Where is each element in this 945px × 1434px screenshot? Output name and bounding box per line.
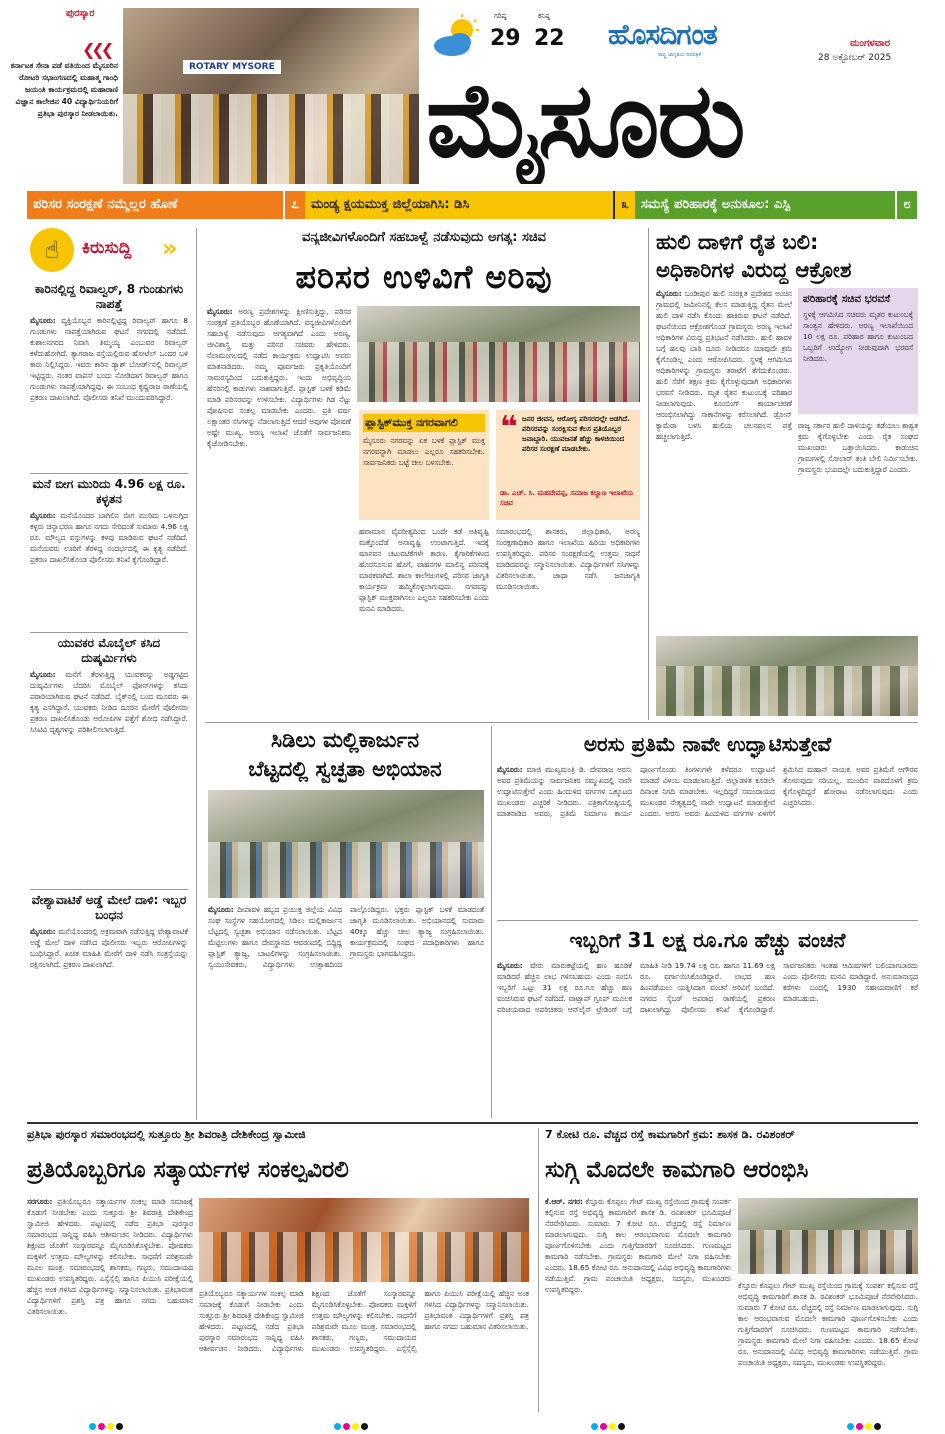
black-dot bbox=[116, 1423, 123, 1430]
quote-box bbox=[496, 410, 640, 520]
index-item[interactable]: ಪರಿಸರ ಸಂರಕ್ಷಣೆ ನಮ್ಮೆಲ್ಲರ ಹೊಣೆ ೭ bbox=[27, 191, 305, 219]
tiger-sidebox: ಪರಿಹಾರಕ್ಕೆ ಸಚಿವ ಭರವಸೆ ಸ್ಥಳಕ್ಕೆ ಆಗಮಿಸಿದ ಸಚಿವರು ಮೃತರ ಕುಟುಂಬಕ್ಕೆ ಸಾಂತ್ವನ ಹೇಳಿದರು. ಅರಣ್ಯ ಇಲಾಖೆಯಿಂದ 10 ಲಕ್ಷ ರೂ. ಪರಿಹಾರ ಹಾಗೂ ಕುಟುಂಬದ ಒಬ್ಬರಿಗೆ ಉದ್ಯೋಗ ನೀಡುವುದಾಗಿ ಭರವಸೆ ನೀಡಿದರು. bbox=[798, 288, 918, 414]
photo-banner: ROTARY MYSORE bbox=[183, 60, 281, 74]
tiger-body: ಮೈಸೂರು: ಬಂಡೀಪುರ ಹುಲಿ ಸಂರಕ್ಷಿತ ಪ್ರದೇಶದ ಅಂಚಿನ ಗ್ರಾಮದಲ್ಲಿ ಜಮೀನಿನಲ್ಲಿ ಕೆಲಸ ಮಾಡುತ್ತಿದ್ದ ರೈತನ ಮೇಲೆ ಹುಲಿ ದಾಳಿ ನಡೆಸಿ ಕೊಂದು ಹಾಕಿರುವ ಘಟನೆ ನಡೆದಿದೆ. ಘಟನೆಯಿಂದ ಆಕ್ರೋಶಗೊಂಡ ಗ್ರಾಮಸ್ಥರು ಅರಣ್ಯ ಇಲಾಖೆ ಅಧಿಕಾರಿಗಳ ವಿರುದ್ಧ ಪ್ರತಿಭಟನೆ ನಡೆಸಿದರು. ಹುಲಿ ಹಾವಳಿ ಬಗ್ಗೆ ಹಲವು ಬಾರಿ ದೂರು ನೀಡಿದರೂ ಯಾವುದೇ ಕ್ರಮ ಕೈಗೊಂಡಿಲ್ಲ ಎಂದು ಆರೋಪಿಸಿದರು. ಸ್ಥಳಕ್ಕೆ ಆಗಮಿಸಿದ ಅಧಿಕಾರಿಗಳನ್ನು ಗ್ರಾಮಸ್ಥರು ತರಾಟೆಗೆ ತೆಗೆದುಕೊಂಡರು. ಹುಲಿ ಸೆರೆಗೆ ತಕ್ಷಣ ಕ್ರಮ ಕೈಗೊಳ್ಳುವುದಾಗಿ ಅಧಿಕಾರಿಗಳು ಭರವಸೆ ನೀಡಿದರು. ಮೃತ ರೈತನ ಕುಟುಂಬಕ್ಕೆ ಪರಿಹಾರ ನೀಡಲಾಗುವುದು. ಕೂಂಬಿಂಗ್ ಕಾರ್ಯಾಚರಣೆ ಆರಂಭಿಸಲಾಗಿದ್ದು ಸಾಕಾನೆಗಳನ್ನು ಕರೆಸಲಾಗಿದೆ. ಡ್ರೋನ್ ಕ್ಯಾಮೆರಾ ಬಳಸಿ ಹುಲಿಯ ಚಲನವಲನ ಪತ್ತೆ ಹಚ್ಚಲಾಗುತ್ತಿದೆ. bbox=[656, 289, 792, 441]
lead-kicker: ವನ್ಯಜೀವಿಗಳೊಂದಿಗೆ ಸಹಬಾಳ್ವೆ ನಡೆಸುವುದು ಅಗತ್ಯ: ಸಚಿವ bbox=[302, 230, 546, 245]
index-page: ೩ bbox=[613, 191, 635, 219]
black-dot bbox=[361, 1423, 368, 1430]
chevrons-icon: ❮❮❮ bbox=[82, 40, 111, 59]
min-temp: 22 bbox=[534, 26, 565, 51]
brief-headline: ಯುವಕರ ಮೊಬೈಲ್ ಕಸಿದ ದುಷ್ಕರ್ಮಿಗಳು bbox=[57, 636, 161, 665]
award-caption: ಕರ್ನಾಟಕ ಸೇನಾ ಪಡೆ ವತಿಯಿಂದ ಮೈಸೂರಿನ ರೋಟರಿ ಸಭಾಂಗಣದಲ್ಲಿ ಮಹಾತ್ಮ ಗಾಂಧಿ ಜಯಂತಿ ಕಾರ್ಯಕ್ರಮದಲ್ಲಿ ಮಹಾರಾಣಿ ವಿಜ್ಞಾನ ಕಾಲೇಜಿನ 40 ವಿದ್ಯಾರ್ಥಿನಿಯರಿಗೆ ಪ್ರತಿಭಾ ಪುರಸ್ಕಾರ ನೀಡಲಾಯಿತು. bbox=[10, 61, 118, 118]
issue-date: 28 ಅಕ್ಟೋಬರ್ 2025 bbox=[818, 53, 892, 63]
lead-body-col3: ಸಮಾರಂಭದಲ್ಲಿ ಶಾಸಕರು, ಜಿಲ್ಲಾಧಿಕಾರಿ, ಅರಣ್ಯ ಸಂರಕ್ಷಣಾಧಿಕಾರಿ ಹಾಗೂ ಇಲಾಖೆಯ ಹಿರಿಯ ಅಧಿಕಾರಿಗಳು ಉಪಸ್ಥಿತರಿದ್ದರು. ಪರಿಸರ ಸಂರಕ್ಷಣೆಯಲ್ಲಿ ಉತ್ತಮ ಸಾಧನೆ ಮಾಡಿದವರನ್ನು ಸನ್ಮಾನಿಸಲಾಯಿತು. ವಿದ್ಯಾರ್ಥಿಗಳಿಗೆ ಸಸಿಗಳನ್ನು ವಿತರಿಸಲಾಯಿತು. ಜಾಥಾ ನಡೆಸಿ ಜನಜಾಗೃತಿ ಮೂಡಿಸಲಾಯಿತು. bbox=[496, 527, 640, 591]
index-page: ೭ bbox=[283, 191, 305, 219]
magenta-dot bbox=[343, 1423, 350, 1430]
fraud-headline: ಇಬ್ಬರಿಗೆ 31 ಲಕ್ಷ ರೂ.ಗೂ ಹೆಚ್ಚು ವಂಚನೆ bbox=[569, 928, 846, 952]
award-tag: ಪುರಸ್ಕಾರ bbox=[66, 8, 95, 19]
tiger-headline-1: ಹುಲಿ ದಾಳಿಗೆ ರೈತ ಬಲಿ: bbox=[656, 230, 819, 254]
max-temp-label: ಗರಿಷ್ಠ bbox=[494, 12, 507, 20]
yellow-dot bbox=[352, 1423, 359, 1430]
fraud-body: ಮೈಸೂರು: ಷೇರು ಮಾರುಕಟ್ಟೆಯಲ್ಲಿ ಹಣ ಹೂಡಿಕೆ ಮಾಡಿದರೆ ಹೆಚ್ಚಿನ ಲಾಭ ಗಳಿಸಬಹುದು ಎಂದು ನಂಬಿಸಿ ಇಬ್ಬರಿಗೆ ಒಟ್ಟು 31 ಲಕ್ಷ ರೂ.ಗೂ ಹೆಚ್ಚು ಹಣ ವಂಚಿಸಿರುವ ಘಟನೆ ನಡೆದಿದೆ. ವಾಟ್ಸಾಪ್ ಗ್ರೂಪ್ ಮೂಲಕ ಪರಿಚಯವಾದ ಅಪರಿಚಿತರು ಆನ್‌ಲೈನ್ ಟ್ರೇಡಿಂಗ್ ಬಗ್ಗೆ ಮಾಹಿತಿ ನೀಡಿ 19.74 ಲಕ್ಷ ರೂ. ಹಾಗೂ 11.69 ಲಕ್ಷ ರೂ. ವರ್ಗಾಯಿಸಿಕೊಂಡಿದ್ದಾರೆ. ಲಾಭದ ಹಣ ಹಿಂಪಡೆಯಲು ಯತ್ನಿಸಿದಾಗ ವಂಚನೆ ಅರಿವಿಗೆ ಬಂದಿದೆ. ನಗರದ ಸೈಬರ್ ಅಪರಾಧ ಠಾಣೆಯಲ್ಲಿ ಪ್ರಕರಣ ದಾಖಲಾಗಿದ್ದು ಪೊಲೀಸರು ತನಿಖೆ ಕೈಗೊಂಡಿದ್ದಾರೆ. ಸಾರ್ವಜನಿಕರು ಇಂತಹ ಆಮಿಷಗಳಿಗೆ ಬಲಿಯಾಗಬಾರದು ಎಂದು ಪೊಲೀಸರು ಮನವಿ ಮಾಡಿದ್ದಾರೆ. ಅನುಮಾನಾಸ್ಪದ ಕರೆಗಳು ಬಂದಲ್ಲಿ 1930 ಸಹಾಯವಾಣಿಗೆ ಕರೆ ಮಾಡಬಹುದು. bbox=[497, 961, 918, 1014]
lead-photo bbox=[357, 306, 640, 402]
black-dot bbox=[874, 1423, 881, 1430]
tiger-sidebox-title: ಪರಿಹಾರಕ್ಕೆ ಸಚಿವ ಭರವಸೆ bbox=[803, 293, 891, 305]
suttur-body-col2: ಪ್ರತಿಯೊಬ್ಬರೂ ಸತ್ಕಾರ್ಯಗಳ ಸಂಕಲ್ಪ ಮಾಡಿ ಸಮಾಜಕ್ಕೆ ಕೊಡುಗೆ ನೀಡಬೇಕು ಎಂದು ಸುತ್ತೂರು ಶ್ರೀ ಶಿವರಾತ್ರಿ ದೇಶಿಕೇಂದ್ರ ಸ್ವಾಮೀಜಿ ಹೇಳಿದರು. ಪಟ್ಟಣದಲ್ಲಿ ನಡೆದ ಪ್ರತಿಭಾ ಪುರಸ್ಕಾರ ಸಮಾರಂಭದ ಸಾನ್ನಿಧ್ಯ ವಹಿಸಿ ಆಶೀರ್ವಚನ ನೀಡಿದರು. ವಿದ್ಯಾರ್ಥಿಗಳು ಶಿಕ್ಷಣದ ಜೊತೆಗೆ ಸಂಸ್ಕಾರವನ್ನೂ ಮೈಗೂಡಿಸಿಕೊಳ್ಳಬೇಕು. ಪೋಷಕರು ಮಕ್ಕಳಿಗೆ ಉತ್ತಮ ಮೌಲ್ಯಗಳನ್ನು ಕಲಿಸಬೇಕು. ಸಾಧನೆಗೆ ಪರಿಶ್ರಮವೇ ಮೂಲ ಮಂತ್ರ. ಸಮಾರಂಭದಲ್ಲಿ ಶಾಸಕರು, ಗಣ್ಯರು, ಸಮುದಾಯದ ಮುಖಂಡರು ಉಪಸ್ಥಿತರಿದ್ದರು. ಎಸ್ಸೆಸ್ಸೆಲ್ಸಿ ಹಾಗೂ ಪಿಯುಸಿ ಪರೀಕ್ಷೆಯಲ್ಲಿ ಹೆಚ್ಚಿನ ಅಂಕ ಗಳಿಸಿದ ವಿದ್ಯಾರ್ಥಿಗಳನ್ನು ಸನ್ಮಾನಿಸಲಾಯಿತು. ಪ್ರತಿಭಾವಂತ ವಿದ್ಯಾರ್ಥಿಗಳಿಗೆ ಪ್ರಶಸ್ತಿ ಪತ್ರ ಹಾಗೂ ನಗದು ಬಹುಮಾನ ವಿತರಿಸಲಾಯಿತು. bbox=[199, 1289, 529, 1353]
brief-item: ಯುವಕರ ಮೊಬೈಲ್ ಕಸಿದ ದುಷ್ಕರ್ಮಿಗಳು ಮೈಸೂರು: ಮನೆಗೆ ತೆರಳುತ್ತಿದ್ದ ಯುವಕರನ್ನು ಅಡ್ಡಗಟ್ಟಿದ ದುಷ್ಕರ್ಮಿಗಳು ಬೆದರಿಸಿ ಮೊಬೈಲ್ ಫೋನ್‌ಗಳನ್ನು ಕಸಿದು ಪರಾರಿಯಾಗಿರುವ ಘಟನೆ ನಡೆದಿದೆ. ಬೈಕ್‌ನಲ್ಲಿ ಬಂದ ಮೂವರು ಈ ಕೃತ್ಯ ಎಸಗಿದ್ದಾರೆ. ಯುವಕರು ನೀಡಿದ ದೂರಿನ ಮೇರೆಗೆ ಪೊಲೀಸರು ಪ್ರಕರಣ ದಾಖಲಿಸಿಕೊಂಡು ಆರೋಪಿಗಳ ಪತ್ತೆಗೆ ಶೋಧ ನಡೆಸಿದ್ದಾರೆ. ಸಿಸಿಟಿವಿ ದೃಶ್ಯಗಳನ್ನು ಪರಿಶೀಲಿಸಲಾಗುತ್ತಿದೆ. bbox=[30, 636, 188, 734]
tiger-headline-2: ಅಧಿಕಾರಿಗಳ ವಿರುದ್ಧ ಆಕ್ರೋಶ bbox=[656, 258, 852, 282]
lead-body-col2: ಹವಾಮಾನ ವೈಪರೀತ್ಯದಿಂದ ಒಂದೇ ಕಡೆ ಅತಿವೃಷ್ಟಿ ಮತ್ತೊಂದೆಡೆ ಅನಾವೃಷ್ಟಿ ಉಂಟಾಗುತ್ತಿದೆ. ಇದಕ್ಕೆ ಮಾನವನ ಚಟುವಟಿಕೆಗಳೇ ಕಾರಣ. ಕೈಗಾರಿಕೆಗಳಿಂದ ಹೊರಸೂಸುವ ಹೊಗೆ, ವಾಹನಗಳ ಮಾಲಿನ್ಯ ಪರಿಸರಕ್ಕೆ ಮಾರಕವಾಗಿದೆ. ಶಾಲಾ ಕಾಲೇಜುಗಳಲ್ಲಿ ಪರಿಸರ ಜಾಗೃತಿ ಕಾರ್ಯಕ್ರಮ ಹಮ್ಮಿಕೊಳ್ಳಲಾಗುವುದು. ನಗರವನ್ನು ಪ್ಲಾಸ್ಟಿಕ್ ಮುಕ್ತವಾಗಿಸಲು ಎಲ್ಲರೂ ಸಹಕರಿಸಬೇಕು ಎಂದು ಮನವಿ ಮಾಡಿದರು. bbox=[359, 527, 489, 613]
suttur-kicker: ಪ್ರತಿಭಾ ಪುರಸ್ಕಾರ ಸಮಾರಂಭದಲ್ಲಿ ಸುತ್ತೂರು ಶ್ರೀ ಶಿವರಾತ್ರಿ ದೇಶಿಕೇಂದ್ರ ಸ್ವಾಮೀಜಿ bbox=[27, 1128, 306, 1141]
index-item[interactable]: ಸಮಸ್ಯೆ ಪರಿಹಾರಕ್ಕೆ ಅನುಕೂಲ: ಎಸ್ಪಿ ೮ bbox=[635, 191, 917, 219]
suttur-body-col1: ಸರಗೂರು: ಪ್ರತಿಯೊಬ್ಬರೂ ಸತ್ಕಾರ್ಯಗಳ ಸಂಕಲ್ಪ ಮಾಡಿ ಸಮಾಜಕ್ಕೆ ಕೊಡುಗೆ ನೀಡಬೇಕು ಎಂದು ಸುತ್ತೂರು ಶ್ರೀ ಶಿವರಾತ್ರಿ ದೇಶಿಕೇಂದ್ರ ಸ್ವಾಮೀಜಿ ಹೇಳಿದರು. ಪಟ್ಟಣದಲ್ಲಿ ನಡೆದ ಪ್ರತಿಭಾ ಪುರಸ್ಕಾರ ಸಮಾರಂಭದ ಸಾನ್ನಿಧ್ಯ ವಹಿಸಿ ಆಶೀರ್ವಚನ ನೀಡಿದರು. ವಿದ್ಯಾರ್ಥಿಗಳು ಶಿಕ್ಷಣದ ಜೊತೆಗೆ ಸಂಸ್ಕಾರವನ್ನೂ ಮೈಗೂಡಿಸಿಕೊಳ್ಳಬೇಕು. ಪೋಷಕರು ಮಕ್ಕಳಿಗೆ ಉತ್ತಮ ಮೌಲ್ಯಗಳನ್ನು ಕಲಿಸಬೇಕು. ಸಾಧನೆಗೆ ಪರಿಶ್ರಮವೇ ಮೂಲ ಮಂತ್ರ. ಸಮಾರಂಭದಲ್ಲಿ ಶಾಸಕರು, ಗಣ್ಯರು, ಸಮುದಾಯದ ಮುಖಂಡರು ಉಪಸ್ಥಿತರಿದ್ದರು. ಎಸ್ಸೆಸ್ಸೆಲ್ಸಿ ಹಾಗೂ ಪಿಯುಸಿ ಪರೀಕ್ಷೆಯಲ್ಲಿ ಹೆಚ್ಚಿನ ಅಂಕ ಗಳಿಸಿದ ವಿದ್ಯಾರ್ಥಿಗಳನ್ನು ಸನ್ಮಾನಿಸಲಾಯಿತು. ಪ್ರತಿಭಾವಂತ ವಿದ್ಯಾರ್ಥಿಗಳಿಗೆ ಪ್ರಶಸ್ತಿ ಪತ್ರ ಹಾಗೂ ನಗದು ಬಹುಮಾನ ವಿತರಿಸಲಾಯಿತು. bbox=[27, 1197, 193, 1316]
yellow-dot bbox=[107, 1423, 114, 1430]
kiru-column bbox=[30, 282, 188, 1122]
road-body-col2: ಕೆಸ್ತೂರು ಕೊಪ್ಪಲು ಗೇಟ್ ಮುಖ್ಯ ರಸ್ತೆಯಿಂದ ಗ್ರಾಮಕ್ಕೆ ಸಂಪರ್ಕ ಕಲ್ಪಿಸುವ ರಸ್ತೆ ಅಭಿವೃದ್ಧಿ ಕಾಮಗಾರಿಗೆ ಶಾಸಕ ಡಿ. ರವಿಶಂಕರ್ ಭೂಮಿಪೂಜೆ ನೆರವೇರಿಸಿದರು. ಸುಮಾರು 7 ಕೋಟಿ ರೂ. ವೆಚ್ಚದಲ್ಲಿ ರಸ್ತೆ ನಿರ್ಮಾಣ ಮಾಡಲಾಗುವುದು. ಸುಗ್ಗಿ ಕಾಲ ಆರಂಭವಾಗುವ ಮೊದಲೇ ಕಾಮಗಾರಿ ಪೂರ್ಣಗೊಳಿಸಬೇಕು ಎಂದು ಗುತ್ತಿಗೆದಾರರಿಗೆ ಸೂಚಿಸಿದರು. ಗುಣಮಟ್ಟದ ಕಾಮಗಾರಿ ನಡೆಸಬೇಕು. ಗ್ರಾಮಸ್ಥರು ಕಾಮಗಾರಿ ಮೇಲೆ ನಿಗಾ ವಹಿಸಬೇಕು ಎಂದರು. 18.65 ಕೋಟಿ ರೂ. ಅನುದಾನದಲ್ಲಿ ವಿವಿಧ ಅಭಿವೃದ್ಧಿ ಕಾಮಗಾರಿಗಳು ನಡೆಯುತ್ತಿವೆ. ಗ್ರಾಮ ಪಂಚಾಯಿತಿ ಅಧ್ಯಕ್ಷರು, ಸದಸ್ಯರು, ಮುಖಂಡರು ಉಪಸ್ಥಿತರಿದ್ದರು. bbox=[738, 1281, 918, 1367]
hill-headline-2: ಬೆಟ್ಟದಲ್ಲಿ ಸ್ವಚ್ಛತಾ ಅಭಿಯಾನ bbox=[248, 757, 442, 781]
award-sidebar bbox=[0, 0, 123, 186]
cloud-sun-icon bbox=[432, 14, 480, 60]
yellow-dot bbox=[865, 1423, 872, 1430]
black-dot bbox=[618, 1423, 625, 1430]
quote-author: ಡಾ. ಎಚ್. ಸಿ. ಮಹದೇವಪ್ಪ, ಸಮಾಜ ಕಲ್ಯಾಣ ಇಲಾಖೆಯ ಸಚಿವ bbox=[500, 489, 634, 507]
tiger-body-2: ರಾಜ್ಯ ಸರ್ಕಾರ ಹುಲಿ ದಾಳಿಯನ್ನು ತಡೆಯಲು ಶಾಶ್ವತ ಕ್ರಮ ಕೈಗೊಳ್ಳಬೇಕು ಎಂದು ರೈತ ಸಂಘದ ಮುಖಂಡರು ಒತ್ತಾಯಿಸಿದರು. ಕಾಡಂಚಿನ ಗ್ರಾಮಗಳಲ್ಲಿ ಸೋಲಾರ್ ತಂತಿ ಬೇಲಿ ನಿರ್ಮಿಸಬೇಕು. ಗ್ರಾಮಸ್ಥರು ಭಯದಲ್ಲೇ ಬದುಕುತ್ತಿದ್ದಾರೆ ಎಂದರು. bbox=[798, 421, 918, 474]
city-edition-title: ಮೈಸೂರು bbox=[426, 59, 744, 181]
magenta-dot bbox=[856, 1423, 863, 1430]
brief-item: ಕಾರಿನಲ್ಲಿದ್ದ ರಿವಾಲ್ವರ್, 8 ಗುಂಡುಗಳು ನಾಪತ್ತೆ ಮೈಸೂರು: ವ್ಯಕ್ತಿಯೊಬ್ಬರ ಕಾರಿನಲ್ಲಿಟ್ಟಿದ್ದ ರಿವಾಲ್ವರ್ ಹಾಗೂ 8 ಗುಂಡುಗಳು ನಾಪತ್ತೆಯಾಗಿರುವ ಘಟನೆ ನಗರದಲ್ಲಿ ನಡೆದಿದೆ. ಕುಶಾಲನಗರದ ನಿವಾಸಿ ತಿಮ್ಮಯ್ಯ ಎಂಬುವರ ರಿವಾಲ್ವರ್ ಕಳೆದುಹೋಗಿದೆ. ತ್ಯಾಗರಾಜ ರಸ್ತೆಯಲ್ಲಿರುವ ಹೋಟೆಲ್ ಒಂದರ ಬಳಿ ಕಾರು ನಿಲ್ಲಿಸಿದ್ದರು. ಇವರು ಕಾರಿನ ಡ್ಯಾಶ್ ಬೋರ್ಡ್‌ನಲ್ಲಿ ರಿವಾಲ್ವರ್ ಇಟ್ಟಿದ್ದರು. ನಂತರ ವಾಪಸ್ ಬಂದು ನೋಡಿದಾಗ ರಿವಾಲ್ವರ್ ಹಾಗೂ ಗುಂಡುಗಳು ನಾಪತ್ತೆಯಾಗಿದ್ದವು. ಈ ಸಂಬಂಧ ಕೃಷ್ಣರಾಜ ಠಾಣೆಯಲ್ಲಿ ಪ್ರಕರಣ ದಾಖಲಾಗಿದೆ. ಪೊಲೀಸರು ತನಿಖೆ ಮುಂದುವರಿಸಿದ್ದಾರೆ. bbox=[30, 282, 188, 402]
index-page: ೮ bbox=[895, 191, 917, 219]
chevron-right-icon: » bbox=[162, 234, 178, 262]
plastic-box-title: ಪ್ಲಾಸ್ಟಿಕ್‌ಮುಕ್ತ ನಗರವಾಗಲಿ bbox=[363, 414, 485, 432]
road-body-col1: ಕೆ.ಆರ್. ನಗರ: ಕೆಸ್ತೂರು ಕೊಪ್ಪಲು ಗೇಟ್ ಮುಖ್ಯ ರಸ್ತೆಯಿಂದ ಗ್ರಾಮಕ್ಕೆ ಸಂಪರ್ಕ ಕಲ್ಪಿಸುವ ರಸ್ತೆ ಅಭಿವೃದ್ಧಿ ಕಾಮಗಾರಿಗೆ ಶಾಸಕ ಡಿ. ರವಿಶಂಕರ್ ಭೂಮಿಪೂಜೆ ನೆರವೇರಿಸಿದರು. ಸುಮಾರು 7 ಕೋಟಿ ರೂ. ವೆಚ್ಚದಲ್ಲಿ ರಸ್ತೆ ನಿರ್ಮಾಣ ಮಾಡಲಾಗುವುದು. ಸುಗ್ಗಿ ಕಾಲ ಆರಂಭವಾಗುವ ಮೊದಲೇ ಕಾಮಗಾರಿ ಪೂರ್ಣಗೊಳಿಸಬೇಕು ಎಂದು ಗುತ್ತಿಗೆದಾರರಿಗೆ ಸೂಚಿಸಿದರು. ಗುಣಮಟ್ಟದ ಕಾಮಗಾರಿ ನಡೆಸಬೇಕು. ಗ್ರಾಮಸ್ಥರು ಕಾಮಗಾರಿ ಮೇಲೆ ನಿಗಾ ವಹಿಸಬೇಕು ಎಂದರು. 18.65 ಕೋಟಿ ರೂ. ಅನುದಾನದಲ್ಲಿ ವಿವಿಧ ಅಭಿವೃದ್ಧಿ ಕಾಮಗಾರಿಗಳು ನಡೆಯುತ್ತಿವೆ. ಗ್ರಾಮ ಪಂಚಾಯಿತಿ ಅಧ್ಯಕ್ಷರು, ಸದಸ್ಯರು, ಮುಖಂಡರು ಉಪಸ್ಥಿತರಿದ್ದರು. bbox=[545, 1197, 731, 1294]
road-photo bbox=[738, 1198, 918, 1274]
hill-body: ಮೈಸೂರು: ದೀಪಾವಳಿ ಹಬ್ಬದ ಪ್ರಯುಕ್ತ ಜಿಲ್ಲೆಯ ವಿವಿಧ ಸಂಘ ಸಂಸ್ಥೆಗಳ ಸಹಯೋಗದಲ್ಲಿ ಸಿಡಿಲು ಮಲ್ಲಿಕಾರ್ಜುನ ಬೆಟ್ಟದಲ್ಲಿ ಸ್ವಚ್ಛತಾ ಅಭಿಯಾನ ನಡೆಸಲಾಯಿತು. ಬೆಟ್ಟದ ಮೆಟ್ಟಿಲುಗಳು ಹಾಗೂ ದೇವಸ್ಥಾನದ ಆವರಣದಲ್ಲಿ ಬಿದ್ದಿದ್ದ ಪ್ಲಾಸ್ಟಿಕ್ ತ್ಯಾಜ್ಯ, ಬಾಟಲಿಗಳನ್ನು ಸಂಗ್ರಹಿಸಲಾಯಿತು. ಸ್ವಯಂಸೇವಕರು, ವಿದ್ಯಾರ್ಥಿಗಳು ಉತ್ಸಾಹದಿಂದ ಪಾಲ್ಗೊಂಡಿದ್ದರು. ಭಕ್ತರು ಪ್ಲಾಸ್ಟಿಕ್ ಬಳಕೆ ಮಾಡದಂತೆ ಜಾಗೃತಿ ಮೂಡಿಸಲಾಯಿತು. ಅಭಿಯಾನದಲ್ಲಿ ಸುಮಾರು 40ಕ್ಕೂ ಹೆಚ್ಚು ಚೀಲ ತ್ಯಾಜ್ಯ ಸಂಗ್ರಹಿಸಲಾಯಿತು. ಕಾರ್ಯಕ್ರಮದಲ್ಲಿ ಸಂಘದ ಪದಾಧಿಕಾರಿಗಳು ಹಾಗೂ ಗ್ರಾಮಸ್ಥರು ಭಾಗವಹಿಸಿದ್ದರು. bbox=[208, 905, 484, 969]
min-temp-label: ಕನಿಷ್ಠ bbox=[538, 12, 550, 20]
hand-icon: ☝ bbox=[30, 228, 74, 272]
brief-item: ವೇಶ್ಯಾವಾಟಿಕೆ ಅಡ್ಡೆ ಮೇಲೆ ದಾಳಿ: ಇಬ್ಬರ ಬಂಧನ ಮೈಸೂರು: ಮನೆಯೊಂದರಲ್ಲಿ ಅಕ್ರಮವಾಗಿ ನಡೆಸುತ್ತಿದ್ದ ವೇಶ್ಯಾವಾಟಿಕೆ ಅಡ್ಡೆ ಮೇಲೆ ದಾಳಿ ನಡೆಸಿದ ಪೊಲೀಸರು ಇಬ್ಬರು ಆರೋಪಿಗಳನ್ನು ಬಂಧಿಸಿದ್ದಾರೆ. ಖಚಿತ ಮಾಹಿತಿ ಮೇರೆಗೆ ದಾಳಿ ನಡೆಸಿ ಸಂತ್ರಸ್ತೆಯನ್ನು ರಕ್ಷಿಸಲಾಗಿದೆ. ಪ್ರಕರಣ ದಾಖಲಾಗಿದೆ. bbox=[30, 893, 188, 969]
paper-tagline: ರಾಷ್ಟ್ರ ಜಾಗೃತಿಯ ದಿನಪತ್ರಿಕೆ bbox=[658, 52, 701, 58]
brief-headline: ವೇಶ್ಯಾವಾಟಿಕೆ ಅಡ್ಡೆ ಮೇಲೆ ದಾಳಿ: ಇಬ್ಬರ ಬಂಧನ bbox=[31, 893, 187, 922]
weekday: ಮಂಗಳವಾರ bbox=[850, 38, 891, 49]
brief-headline: ಕಾರಿನಲ್ಲಿದ್ದ ರಿವಾಲ್ವರ್, 8 ಗುಂಡುಗಳು ನಾಪತ್ತೆ bbox=[34, 282, 184, 311]
brief-item: ಮನೆ ಬೀಗ ಮುರಿದು 4.96 ಲಕ್ಷ ರೂ. ಕಳ್ಳತನ ಮೈಸೂರು: ಮನೆಯೊಂದರ ಬಾಗಿಲಿನ ಬೀಗ ಮುರಿದು ಒಳನುಗ್ಗಿದ ಕಳ್ಳರು ಚಿನ್ನಾಭರಣ ಹಾಗೂ ನಗದು ಸೇರಿದಂತೆ ಸುಮಾರು 4.96 ಲಕ್ಷ ರೂ. ಮೌಲ್ಯದ ವಸ್ತುಗಳನ್ನು ಕಳವು ಮಾಡಿರುವ ಘಟನೆ ನಡೆದಿದೆ. ಮನೆಯವರು ಊರಿಗೆ ತೆರಳಿದ್ದ ಸಂದರ್ಭದಲ್ಲಿ ಈ ಕೃತ್ಯ ನಡೆದಿದೆ. ಪ್ರಕರಣ ದಾಖಲಿಸಿಕೊಂಡ ಪೊಲೀಸರು ತನಿಖೆ ಕೈಗೊಂಡಿದ್ದಾರೆ. bbox=[30, 477, 188, 564]
suttur-photo bbox=[199, 1198, 529, 1282]
cyan-dot bbox=[847, 1423, 854, 1430]
max-temp: 29 bbox=[490, 26, 521, 51]
road-headline: ಸುಗ್ಗಿ ಮೊದಲೇ ಕಾಮಗಾರಿ ಆರಂಭಿಸಿ bbox=[545, 1157, 809, 1183]
index-item[interactable]: ಮಂಡ್ಯ ಕ್ಷಯಮುಕ್ತ ಜಿಲ್ಲೆಯಾಗಿಸಿ: ಡಿಸಿ ೩ bbox=[305, 191, 635, 219]
tiger-photo bbox=[656, 636, 918, 716]
lead-headline: ಪರಿಸರ ಉಳಿವಿಗೆ ಅರಿವು bbox=[295, 258, 553, 296]
magenta-dot bbox=[600, 1423, 607, 1430]
cyan-dot bbox=[89, 1423, 96, 1430]
cyan-dot bbox=[591, 1423, 598, 1430]
magenta-dot bbox=[98, 1423, 105, 1430]
kiru-header bbox=[30, 228, 190, 272]
road-kicker: 7 ಕೋಟಿ ರೂ. ವೆಚ್ಚದ ರಸ್ತೆ ಕಾಮಗಾರಿಗೆ ಕ್ರಮ: ಶಾಸಕ ಡಿ. ರವಿಶಂಕರ್ bbox=[545, 1128, 795, 1141]
paper-name: ಹೊಸದಿಗಂತ bbox=[608, 18, 717, 51]
brief-headline: ಮನೆ ಬೀಗ ಮುರಿದು 4.96 ಲಕ್ಷ ರೂ. ಕಳ್ಳತನ bbox=[32, 477, 186, 506]
kiru-title: ಕಿರುಸುದ್ದಿ bbox=[82, 238, 132, 258]
arasu-headline: ಅರಸು ಪ್ರತಿಮೆ ನಾವೇ ಉದ್ಘಾಟಿಸುತ್ತೇವೆ bbox=[583, 732, 832, 756]
lead-body-col1: ಮೈಸೂರು: ಅರಣ್ಯ ಪ್ರದೇಶಗಳನ್ನು ಕ್ಷೀಣಿಸುತ್ತಿದ್ದು, ಪರಿಸರ ಸಂರಕ್ಷಣೆ ಪ್ರತಿಯೊಬ್ಬರ ಹೊಣೆಯಾಗಿದೆ. ವನ್ಯಜೀವಿಗಳೊಂದಿಗೆ ಸಹಬಾಳ್ವೆ ನಡೆಸುವುದು ಅಗತ್ಯವಾಗಿದೆ ಎಂದು ಅರಣ್ಯ, ಜೀವಿಶಾಸ್ತ್ರ ಮತ್ತು ಪರಿಸರ ಸಚಿವರು ಹೇಳಿದರು. ನೆಲಾಮಂಗಲದಲ್ಲಿ ನಡೆದ ಕಾರ್ಯಕ್ರಮ ಉದ್ಘಾಟಿಸಿ ಅವರು ಮಾತನಾಡಿದರು. ನಮ್ಮ ಪೂರ್ವಜರು ಪ್ರಕೃತಿಯೊಂದಿಗೆ ಸಾಮರಸ್ಯದಿಂದ ಬದುಕುತ್ತಿದ್ದರು. ಇಂದು ಅಭಿವೃದ್ಧಿಯ ಹೆಸರಿನಲ್ಲಿ ಕಾಡುಗಳು ನಾಶವಾಗುತ್ತಿವೆ. ಪ್ಲಾಸ್ಟಿಕ್ ಬಳಕೆ ಕಡಿಮೆ ಮಾಡಿ ಪರಿಸರವನ್ನು ಉಳಿಸಬೇಕು. ವಿದ್ಯಾರ್ಥಿಗಳು ಗಿಡ ನೆಟ್ಟು ಪೋಷಿಸುವ ಸಂಕಲ್ಪ ಮಾಡಬೇಕು ಎಂದರು. ಪ್ರತಿ ವರ್ಷ ಲಕ್ಷಾಂತರ ಸಸಿಗಳನ್ನು ನೆಡಲಾಗುತ್ತಿದೆ ಆದರೆ ಅವುಗಳ ಪೋಷಣೆ ಅಷ್ಟೇ ಮುಖ್ಯ. ಅರಣ್ಯ ಇಲಾಖೆ ಜೊತೆಗೆ ಸಾರ್ವಜನಿಕರು ಕೈಜೋಡಿಸಬೇಕು. bbox=[207, 307, 351, 448]
quote-icon: ❝ bbox=[500, 410, 518, 445]
index-bar bbox=[27, 191, 917, 219]
hill-headline-1: ಸಿಡಿಲು ಮಲ್ಲಿಕಾರ್ಜುನ bbox=[270, 728, 420, 752]
cyan-dot bbox=[334, 1423, 341, 1430]
yellow-dot bbox=[609, 1423, 616, 1430]
quote-text: ಜನರ ಜೀವನ, ಆರೋಗ್ಯ ಪರಿಸರದಲ್ಲೇ ಅಡಗಿದೆ. ಪರಿಸರವನ್ನು ಸಂರಕ್ಷಿಸುವ ಕೆಲಸ ಪ್ರತಿಯೊಬ್ಬರ ಜವಾಬ್ದಾರಿ. ಯುವಜನತೆ ಹೆಚ್ಚು ಕಾಳಜಿಯಿಂದ ಪರಿಸರ ಸಂರಕ್ಷಣೆ ಮಾಡಬೇಕು. bbox=[522, 415, 630, 453]
arasu-body: ಮೈಸೂರು: ಮಾಜಿ ಮುಖ್ಯಮಂತ್ರಿ ಡಿ. ದೇವರಾಜ ಅರಸು ಅವರ ಪ್ರತಿಮೆಯನ್ನು ಸಾರ್ವಜನಿಕರ ಸಮ್ಮುಖದಲ್ಲಿ ನಾವೇ ಉದ್ಘಾಟಿಸುತ್ತೇವೆ ಎಂದು ಹಿಂದುಳಿದ ವರ್ಗಗಳ ಒಕ್ಕೂಟದ ಮುಖಂಡರು ಎಚ್ಚರಿಕೆ ನೀಡಿದರು. ಪತ್ರಿಕಾಗೋಷ್ಠಿಯಲ್ಲಿ ಮಾತನಾಡಿದ ಅವರು, ಪ್ರತಿಮೆ ನಿರ್ಮಾಣ ಕಾರ್ಯ ಪೂರ್ಣಗೊಂಡು ತಿಂಗಳುಗಳೇ ಕಳೆದರೂ ಉದ್ಘಾಟನೆ ಮಾಡದೆ ವಿಳಂಬ ಮಾಡಲಾಗುತ್ತಿದೆ. ಜಿಲ್ಲಾಡಳಿತ ಕೂಡಲೇ ದಿನಾಂಕ ನಿಗದಿ ಮಾಡಬೇಕು. ಇಲ್ಲದಿದ್ದರೆ ಸಮುದಾಯದ ಮುಖಂಡರ ನೇತೃತ್ವದಲ್ಲಿ ನಾವೇ ಉದ್ಘಾಟನೆ ಮಾಡುತ್ತೇವೆ ಎಂದರು. ಅರಸು ಅವರು ಹಿಂದುಳಿದ ವರ್ಗಗಳ ಏಳಿಗೆಗೆ ಶ್ರಮಿಸಿದ ಮಹಾನ್ ನಾಯಕ. ಅವರ ಪ್ರತಿಮೆಗೆ ಅಗೌರವ ತೋರುವುದು ಸರಿಯಲ್ಲ. ಮುಂದಿನ ವಾರದೊಳಗೆ ಕ್ರಮ ಕೈಗೊಳ್ಳದಿದ್ದರೆ ಹೋರಾಟ ನಡೆಸಲಾಗುವುದು ಎಂದು ಎಚ್ಚರಿಸಿದರು. bbox=[497, 765, 918, 818]
plastic-box: ಪ್ಲಾಸ್ಟಿಕ್‌ಮುಕ್ತ ನಗರವಾಗಲಿ ಮೈಸೂರು ನಗರವನ್ನು ಏಕ ಬಳಕೆ ಪ್ಲಾಸ್ಟಿಕ್ ಮುಕ್ತ ನಗರವನ್ನಾಗಿ ಮಾಡಲು ಎಲ್ಲರೂ ಸಹಕರಿಸಬೇಕು. ಸಾರ್ವಜನಿಕರು ಬಟ್ಟೆ ಚೀಲ ಬಳಸಬೇಕು. bbox=[359, 410, 489, 520]
suttur-headline: ಪ್ರತಿಯೊಬ್ಬರಿಗೂ ಸತ್ಕಾರ್ಯಗಳ ಸಂಕಲ್ಪವಿರಲಿ bbox=[27, 1157, 349, 1183]
award-photo bbox=[123, 8, 419, 184]
hill-photo bbox=[208, 790, 484, 898]
